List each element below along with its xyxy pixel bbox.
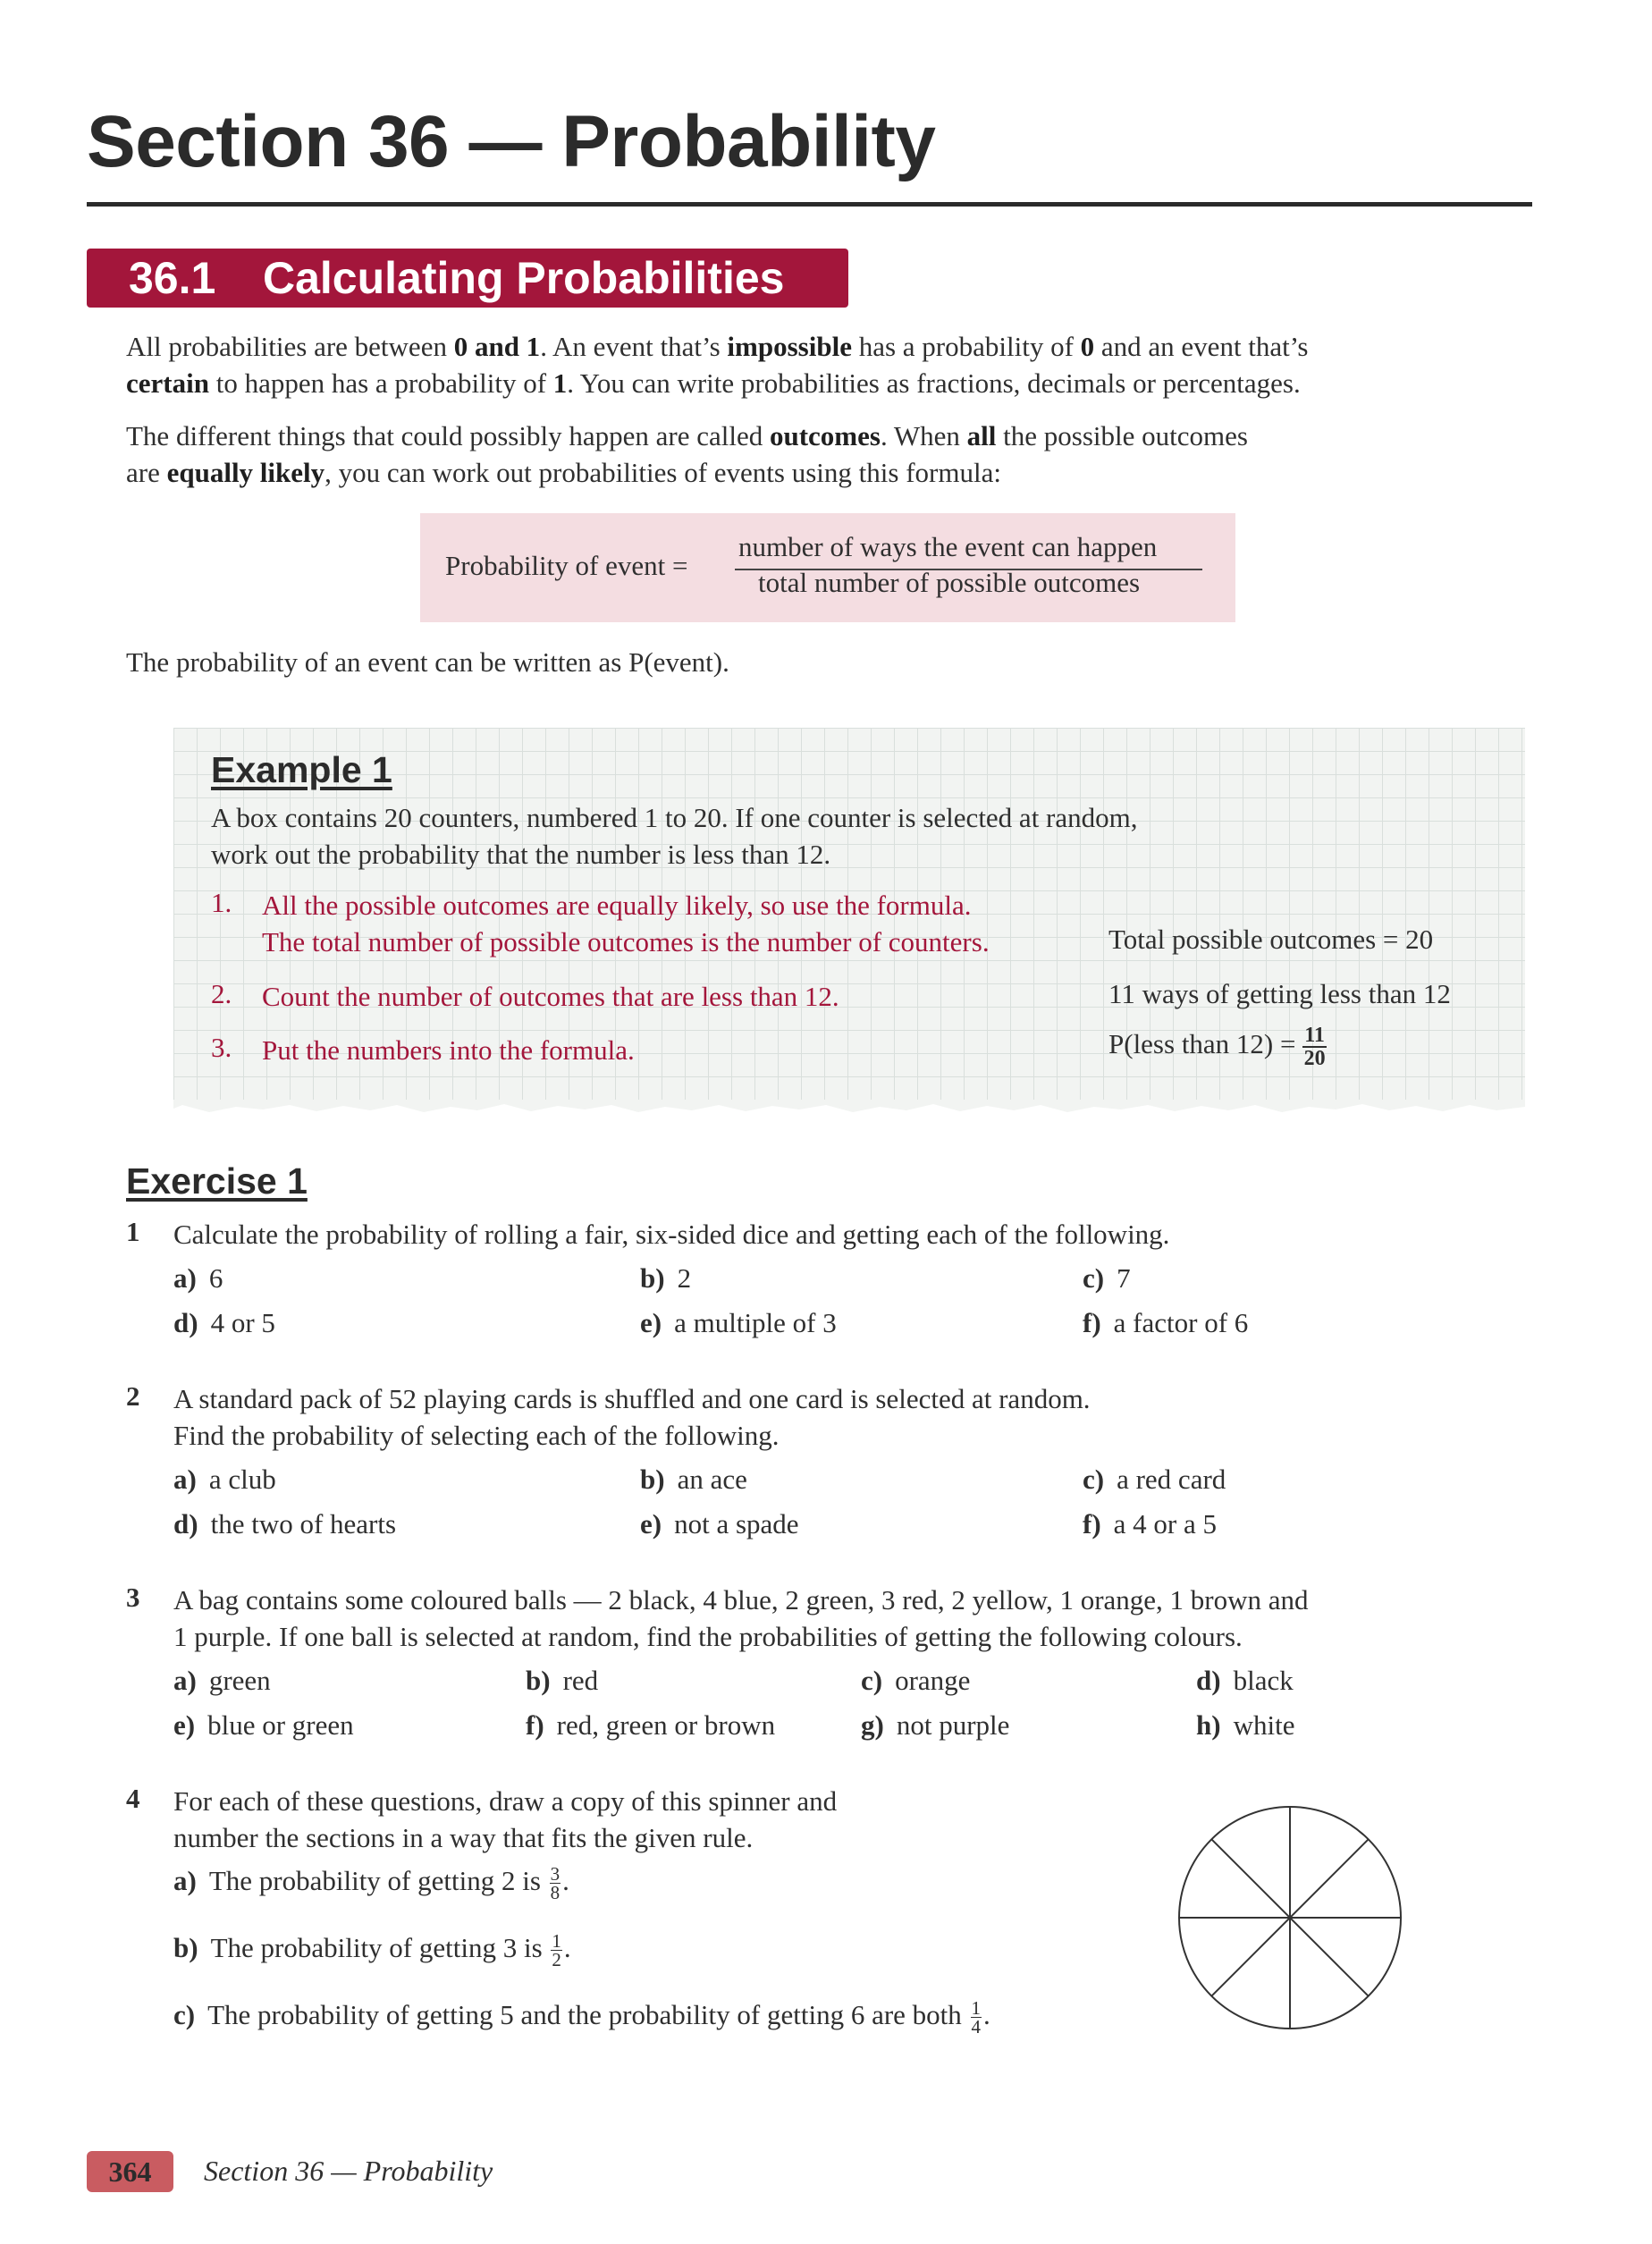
question-number: 4 xyxy=(126,1783,140,1814)
subsection-title: Calculating Probabilities xyxy=(263,253,785,303)
question-number: 2 xyxy=(126,1380,140,1412)
probability-formula-box xyxy=(420,513,1235,622)
subsection-number: 36.1 xyxy=(129,253,216,303)
page-number: 364 xyxy=(87,2151,173,2192)
spinner-diagram xyxy=(1176,1804,1403,2031)
intro-p2-line1: The different things that could possibly happen are called outcomes. When all the possible outcomes xyxy=(126,420,1248,451)
intro-p2-line2: are equally likely, you can work out probabilities of events using this formula: xyxy=(126,457,1001,488)
answer-result: P(less than 12) = $\frac{11}{20}$ xyxy=(1108,1024,1326,1070)
example-step-3: Put the numbers into the formula. xyxy=(262,1034,635,1066)
result-fraction: $\frac{11}{20}$ xyxy=(1303,1024,1326,1070)
formula-denominator: total number of possible outcomes xyxy=(758,567,1141,598)
title-divider xyxy=(87,202,1532,207)
notation-text: The probability of an event can be written as P(event). xyxy=(126,646,729,678)
q3-option-h: h) white xyxy=(1196,1709,1295,1741)
q1-option-f: f) a factor of 6 xyxy=(1083,1307,1249,1338)
q1-option-d: d) 4 or 5 xyxy=(173,1307,275,1338)
q4-part-b: b) The probability of getting 3 is $\frac{1}{2}$ . xyxy=(173,1930,571,1971)
q3-option-g: g) not purple xyxy=(861,1709,1010,1741)
formula-numerator: number of ways the event can happen xyxy=(738,531,1158,562)
question-number: 1 xyxy=(126,1216,140,1247)
q2-option-c: c) a red card xyxy=(1083,1464,1226,1495)
fraction: $\frac{1}{2}$ xyxy=(552,1930,561,1971)
q4-part-a: a) The probability of getting 2 is $\frac{3}{8}$ . xyxy=(173,1863,569,1904)
example-question: A box contains 20 counters, numbered 1 to 20. If one counter is selected at random, work out the probability that the number is less than 12. xyxy=(211,802,1138,870)
q2-option-d: d) the two of hearts xyxy=(173,1508,397,1540)
q2-option-b: b) an ace xyxy=(640,1464,747,1495)
question-4-text: For each of these questions, draw a copy of this spinner and number the sections in a way that fits the given rule. xyxy=(173,1785,838,1853)
q4-part-c: c) The probability of getting 5 and the probability of getting 6 are both $\frac{1}{4}$ . xyxy=(173,1997,990,2038)
example-step-1: All the possible outcomes are equally likely, so use the formula. The total number of possible outcomes is the number of counters. xyxy=(262,890,990,957)
question-1-text: Calculate the probability of rolling a fair, six-sided dice and getting each of the following. xyxy=(173,1219,1170,1250)
example-box xyxy=(173,728,1525,1103)
answer-total-outcomes: Total possible outcomes = 20 xyxy=(1108,924,1434,955)
question-number: 3 xyxy=(126,1582,140,1613)
formula-lhs: Probability of event = xyxy=(445,550,688,581)
q3-option-e: e) blue or green xyxy=(173,1709,354,1741)
q2-option-a: a) a club xyxy=(173,1464,276,1495)
q1-option-b: b) 2 xyxy=(640,1262,692,1294)
step-number: 1. xyxy=(211,887,232,918)
subsection-banner xyxy=(87,249,848,308)
section-title: Section 36 — Probability xyxy=(87,101,936,182)
example-heading: Example 1 xyxy=(211,749,392,790)
q3-option-c: c) orange xyxy=(861,1665,971,1696)
intro-paragraph-1 xyxy=(126,328,1308,401)
q3-option-f: f) red, green or brown xyxy=(526,1709,776,1741)
q2-option-e: e) not a spade xyxy=(640,1508,799,1540)
question-2-text: A standard pack of 52 playing cards is shuffled and one card is selected at random. Find the probability of selecting each of the following. xyxy=(173,1383,1091,1451)
q3-option-b: b) red xyxy=(526,1665,599,1696)
q3-option-a: a) green xyxy=(173,1665,271,1696)
q2-option-f: f) a 4 or a 5 xyxy=(1083,1508,1217,1540)
q1-option-e: e) a multiple of 3 xyxy=(640,1307,837,1338)
fraction: $\frac{1}{4}$ xyxy=(971,1997,982,2038)
q1-option-a: a) 6 xyxy=(173,1262,223,1294)
exercise-heading: Exercise 1 xyxy=(126,1160,308,1202)
torn-edge-decoration xyxy=(173,1100,1525,1116)
example-step-2: Count the number of outcomes that are less than 12. xyxy=(262,981,839,1012)
intro-p1-line1: All probabilities are between 0 and 1. An event that’s impossible has a probability of 0 and an event that’s xyxy=(126,331,1309,362)
q1-option-c: c) 7 xyxy=(1083,1262,1131,1294)
intro-p1-line2: certain to happen has a probability of 1. You can write probabilities as fractions, decimals or percentages. xyxy=(126,367,1301,399)
step-number: 3. xyxy=(211,1032,232,1063)
answer-ways: 11 ways of getting less than 12 xyxy=(1108,978,1451,1009)
q3-option-d: d) black xyxy=(1196,1665,1294,1696)
intro-paragraph-2 xyxy=(126,418,1248,491)
footer-section-label: Section 36 — Probability xyxy=(204,2155,493,2187)
step-number: 2. xyxy=(211,978,232,1009)
question-3-text: A bag contains some coloured balls — 2 black, 4 blue, 2 green, 3 red, 2 yellow, 1 orange, 1 brown and 1 purple. If one ball is selected at random, find the probabilities of getting the following colours. xyxy=(173,1584,1309,1652)
fraction: $\frac{3}{8}$ xyxy=(550,1863,560,1904)
